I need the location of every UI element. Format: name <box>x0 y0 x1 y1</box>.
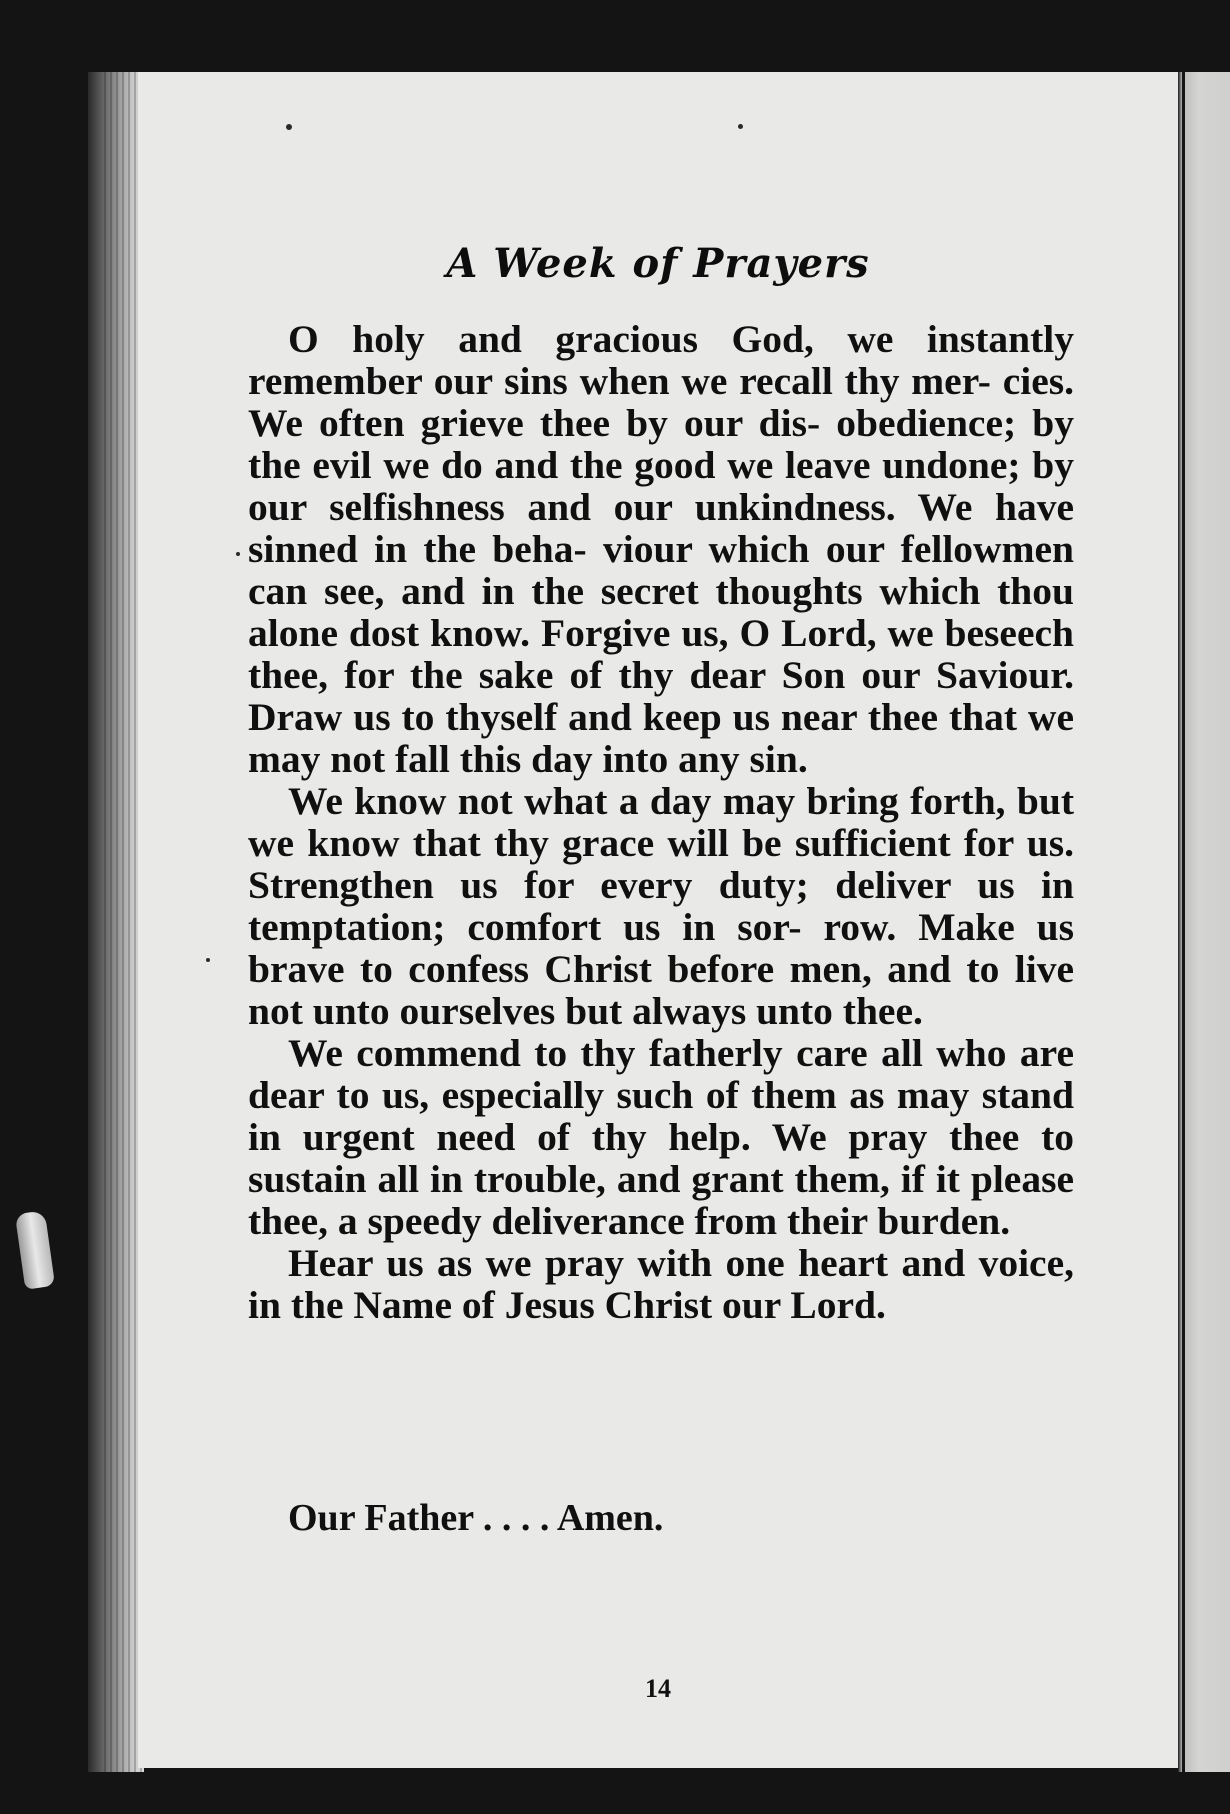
print-speck <box>206 958 210 962</box>
print-speck <box>236 552 240 556</box>
print-speck <box>738 124 743 129</box>
page-number: 14 <box>645 1674 671 1703</box>
running-header: A Week of Prayers <box>446 240 870 287</box>
paragraph-4: Hear us as we pray with one heart and voice, in the Name of Jesus Christ our Lord. <box>248 1241 1074 1327</box>
closing-line: Our Father . . . . Amen. <box>288 1497 664 1539</box>
paper-clip-mark <box>15 1210 55 1289</box>
paragraph-2: We know not what a day may bring forth, but we know that thy grace will be sufficient for us. Strengthen us for every duty; deliver us in temptation; comfort us in sor- row. Make us brave to confess Christ before men, and to live not unto ourselves but always unto thee. <box>248 779 1074 1033</box>
prayer-body <box>248 318 1074 1326</box>
print-speck <box>286 124 292 130</box>
paragraph-1: O holy and gracious God, we instantly remember our sins when we recall thy mer- cies. We often grieve thee by our dis- obedience; by the evil we do and the good we leave undone; by our selfishness and our unkindness. We have sinned in the beha- viour which our fellowmen can see, and in the secret thoughts which thou alone dost know. Forgive us, O Lord, we beseech thee, for the sake of thy dear Son our Saviour. Draw us to thyself and keep us near thee that we may not fall this day into any sin. <box>248 317 1074 781</box>
paragraph-3: We commend to thy fatherly care all who are dear to us, especially such of them as may stand in urgent need of thy help. We pray thee to sustain all in trouble, and grant them, if it please thee, a speedy deliverance from their burden. <box>248 1031 1074 1243</box>
book-page <box>138 72 1178 1768</box>
facing-page-rule <box>1182 72 1185 1772</box>
facing-page-edge <box>1178 72 1230 1772</box>
